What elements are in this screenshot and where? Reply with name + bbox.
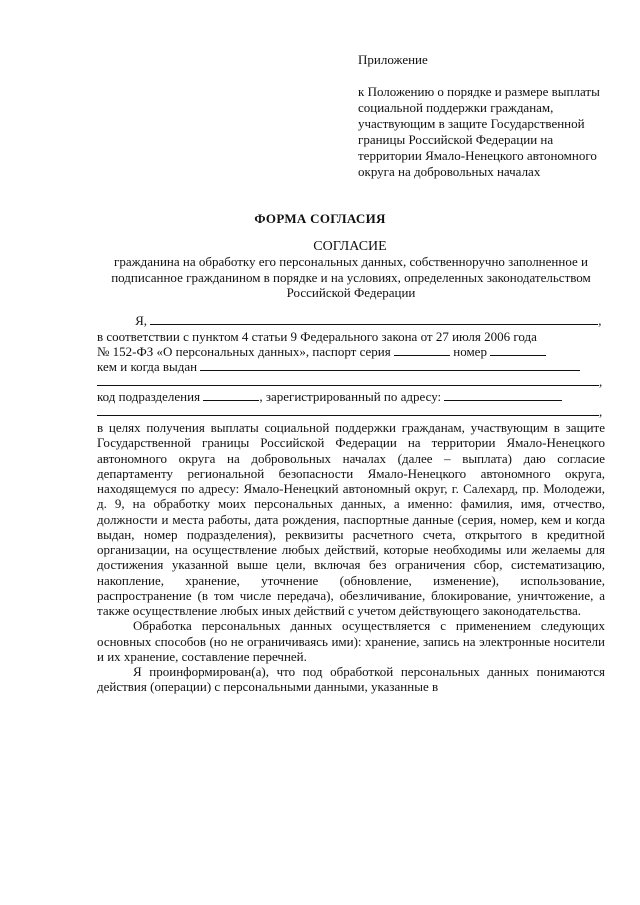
consent-title: СОГЛАСИЕ xyxy=(313,239,387,254)
processing-methods-paragraph: Обработка персональных данных осуществляется с применением следующих основных способов (но не ограничиваясь ими): хранение, запись на электронные носители и их хранение, составление перечней. xyxy=(97,618,605,664)
comma: , xyxy=(599,404,603,419)
issued-line-2 xyxy=(97,374,605,389)
division-line xyxy=(97,389,605,404)
division-code-label: код подразделения xyxy=(97,389,201,404)
address-line-2 xyxy=(97,404,605,419)
appendix-text: к Положению о порядке и размере выплаты социальной поддержки гражданам, участвующим в защите Государственной границы Российской Федерации на территории Ямало-Ненецкого автономного округа на добровольных началах xyxy=(358,84,600,179)
issued-label: кем и когда выдан xyxy=(97,359,198,374)
registered-label: , зарегистрированный по адресу: xyxy=(259,389,442,404)
address-field[interactable] xyxy=(444,390,562,401)
issued-line xyxy=(97,359,605,374)
form-title: ФОРМА СОГЛАСИЯ xyxy=(254,211,386,226)
passport-line xyxy=(97,344,605,359)
appendix-block xyxy=(358,52,608,180)
issued-field[interactable] xyxy=(200,360,580,371)
issued-field-2[interactable] xyxy=(97,375,599,386)
number-label: номер xyxy=(453,344,487,359)
comma: , xyxy=(598,313,602,328)
passport-series-field[interactable] xyxy=(394,345,450,356)
passport-number-field[interactable] xyxy=(490,345,546,356)
purpose-paragraph: в целях получения выплаты социальной поддержки гражданам, участвующим в защите Государственной границы Российской Федерации на территории Ямало-Ненецкого автономного округа на добровольных началах (далее – выплата) даю согласие департаменту региональной безопасности Ямало-Ненецкого автономного округа, находящемуся по адресу: Ямало-Ненецкий автономный округ, г. Салехард, пр. Молодежи, д. 9, на обработку моих персональных данных, а именно: фамилия, имя, отчество, должности и места работы, дата рождения, паспортные данные (серия, номер, кем и когда выдан, номер подразделения), реквизиты расчетного счета, открытого в кредитной организации, на осуществление любых действий, которые необходимы или желаемы для достижения указанной выше цели, включая без ограничения сбор, систематизацию, накопление, хранение, уточнение (обновление, изменение), использование, распространение (в том числе передача), обезличивание, блокирование, уничтожение, а также осуществление любых иных действий с учетом действующего законодательства. xyxy=(97,420,605,618)
name-line xyxy=(97,313,605,328)
full-name-field[interactable] xyxy=(150,314,598,325)
i-label: Я, xyxy=(135,313,147,328)
law-line-1: в соответствии с пунктом 4 статьи 9 Федерального закона от 27 июля 2006 года xyxy=(97,329,537,344)
division-code-field[interactable] xyxy=(203,390,259,401)
comma: , xyxy=(599,374,603,389)
consent-body xyxy=(97,420,605,695)
informed-paragraph: Я проинформирован(а), что под обработкой персональных данных понимаются действия (операции) с персональными данными, указанные в xyxy=(97,664,605,695)
law-ref-2: № 152-ФЗ «О персональных данных», паспорт серия xyxy=(97,344,391,359)
consent-subtitle: гражданина на обработку его персональных данных, собственноручно заполненное и подписанное гражданином в порядке и на условиях, определенных законодательством Российской Федерации xyxy=(111,254,591,300)
appendix-heading: Приложение xyxy=(358,52,428,67)
address-field-2[interactable] xyxy=(97,405,599,416)
